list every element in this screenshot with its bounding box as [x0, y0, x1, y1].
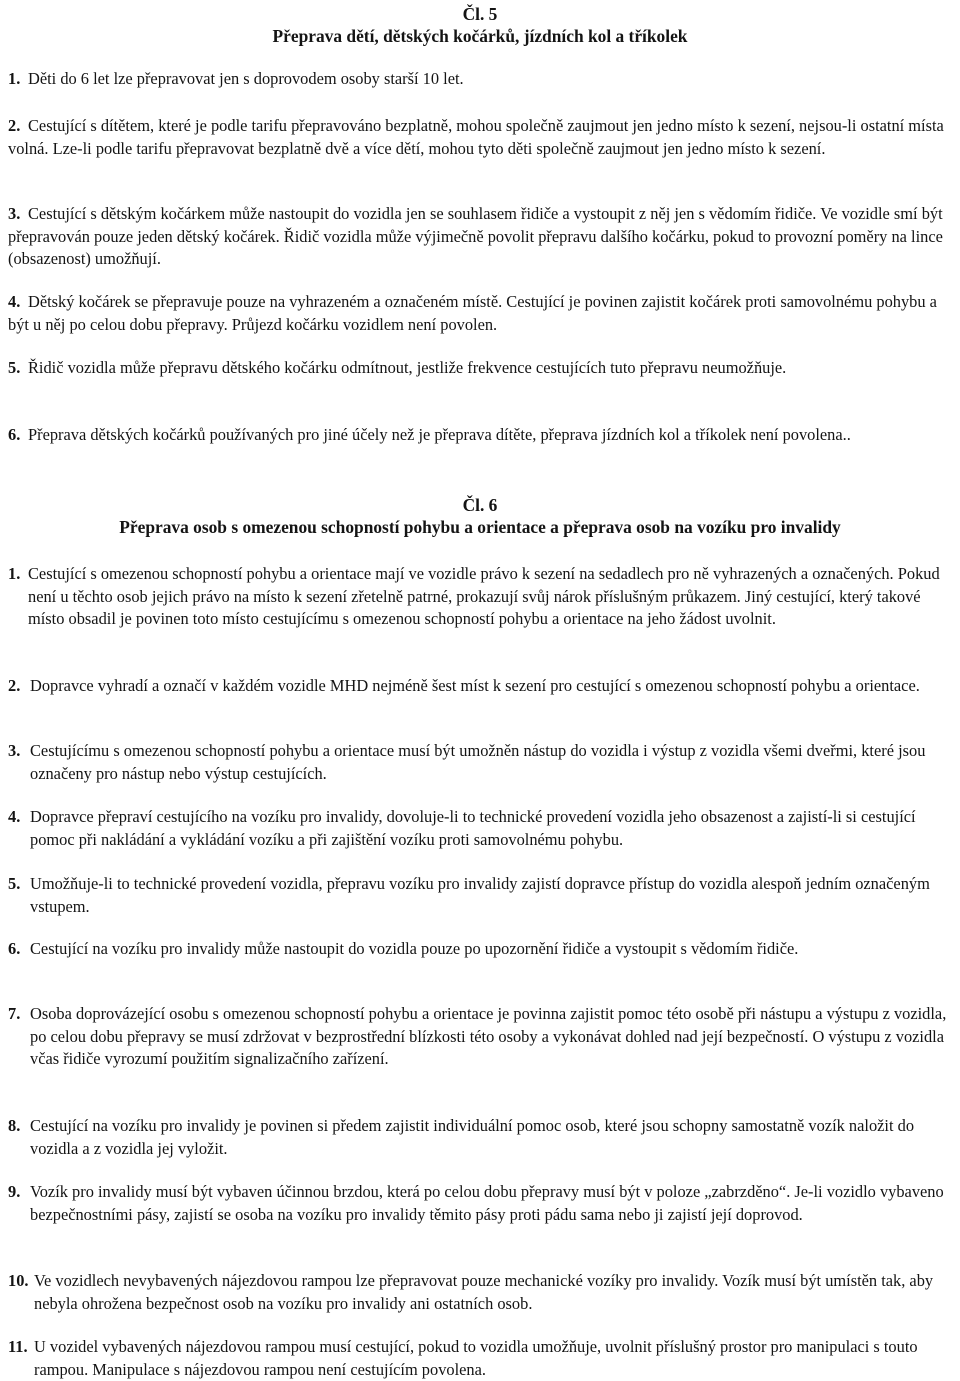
article-6-item-2 [8, 675, 956, 698]
article-6-item-1 [8, 563, 956, 631]
item-text: Cestující s omezenou schopností pohybu a orientace mají ve vozidle právo k sezení na sedadlech pro ně vyhrazených a označených. Pokud není u těchto osob jejich právo na místo k sezení zřetelně patrné, prokazují svůj nárok příslušným průkazem. Jiný cestující, který takové místo obsadil je povinen toto místo cestujícímu s omezenou schopností pohybu a orientace na jeho žádost uvolnit. [28, 564, 940, 628]
article-5-item-5 [8, 357, 956, 380]
article-5-item-1 [8, 68, 956, 91]
article-5-item-6 [8, 424, 956, 447]
item-number: 11. [8, 1337, 28, 1356]
item-number: 3. [8, 204, 21, 223]
article-5-number: Čl. 5 [462, 4, 498, 24]
item-text: Umožňuje-li to technické provedení vozidla, přepravu vozíku pro invalidy zajistí dopravce přístup do vozidla alespoň jedním označeným vstupem. [30, 874, 930, 916]
article-6-title: Přeprava osob s omezenou schopností pohybu a orientace a přeprava osob na vozíku pro invalidy [119, 517, 841, 537]
article-6-item-10 [8, 1270, 956, 1315]
item-number: 9. [8, 1182, 21, 1201]
article-6-item-5 [8, 873, 956, 918]
item-number: 6. [8, 939, 21, 958]
article-6-item-3 [8, 740, 956, 785]
item-text: U vozidel vybavených nájezdovou rampou musí cestující, pokud to vozidla umožňuje, uvolnit příslušný prostor pro manipulaci s touto rampou. Manipulace s nájezdovou rampou není cestujícím povolena. [34, 1337, 918, 1379]
item-number: 5. [8, 358, 21, 377]
item-number: 4. [8, 807, 21, 826]
item-text: Děti do 6 let lze přepravovat jen s doprovodem osoby starší 10 let. [28, 69, 464, 88]
article-6-item-8 [8, 1115, 956, 1160]
article-5-item-3 [8, 203, 956, 271]
article-5-item-2 [8, 115, 956, 160]
item-number: 2. [8, 116, 21, 135]
item-text: Řidič vozidla může přepravu dětského kočárku odmítnout, jestliže frekvence cestujících tuto přepravu neumožňuje. [28, 358, 787, 377]
article-5-title: Přeprava dětí, dětských kočárků, jízdních kol a tříkolek [272, 26, 688, 46]
item-number: 10. [8, 1271, 29, 1290]
item-text: Osoba doprovázející osobu s omezenou schopností pohybu a orientace je povinna zajistit pomoc této osobě při nástupu a výstupu z vozidla, po celou dobu přepravy se musí zdržovat v bezprostřední blízkosti této osoby a vykonávat dohled nad její bezpečností. O výstupu z vozidla včas řidiče vyrozumí použitím signalizačního zařízení. [30, 1004, 947, 1068]
item-text: Cestující s dětským kočárkem může nastoupit do vozidla jen se souhlasem řidiče a vystoupit z něj jen s vědomím řidiče. Ve vozidle smí být přepravován pouze jeden dětský kočárek. Řidič vozidla může výjimečně povolit přepravu dalšího kočárku, pokud to provozní poměry na lince (obsazenost) umožňují. [8, 204, 943, 268]
item-text: Cestující na vozíku pro invalidy je povinen si předem zajistit individuální pomoc osob, které jsou schopny samostatně vozík naložit do vozidla a z vozidla jej vyložit. [30, 1116, 915, 1158]
item-text: Dopravce přepraví cestujícího na vozíku pro invalidy, dovoluje-li to technické provedení vozidla jeho obsazenost a zajistí-li si cestující pomoc při nakládání a vykládání vozíku a při zajištění vozíku proti samovolnému pohybu. [30, 807, 916, 849]
item-number: 1. [8, 564, 21, 583]
article-6-number: Čl. 6 [462, 495, 498, 515]
article-6-item-9 [8, 1181, 956, 1226]
item-number: 2. [8, 676, 21, 695]
item-text: Vozík pro invalidy musí být vybaven účinnou brzdou, která po celou dobu přepravy musí být v poloze „zabrzděno“. Je-li vozidlo vybaveno bezpečnostními pásy, zajistí se osoba na vozíku pro invalidy těmito pásy proti pádu sama nebo ji zajistí její doprovod. [30, 1182, 944, 1224]
item-number: 1. [8, 69, 21, 88]
item-number: 4. [8, 292, 21, 311]
item-number: 3. [8, 741, 21, 760]
article-6-item-4 [8, 806, 956, 851]
item-text: Přeprava dětských kočárků používaných pro jiné účely než je přeprava dítěte, přeprava jízdních kol a tříkolek není povolena.. [28, 425, 851, 444]
item-text: Cestující s dítětem, které je podle tarifu přepravováno bezplatně, mohou společně zaujmout jen jedno místo k sezení, nejsou-li ostatní místa volná. Lze-li podle tarifu přepravovat bezplatně dvě a více dětí, mohou tyto děti společně zaujmout jen jedno místo k sezení. [8, 116, 944, 158]
item-number: 8. [8, 1116, 21, 1135]
item-number: 6. [8, 425, 21, 444]
item-text: Cestující na vozíku pro invalidy může nastoupit do vozidla pouze po upozornění řidiče a vystoupit s vědomím řidiče. [30, 939, 799, 958]
article-6-item-6 [8, 938, 956, 961]
article-6-item-7 [8, 1003, 956, 1071]
item-text: Dětský kočárek se přepravuje pouze na vyhrazeném a označeném místě. Cestující je povinen zajistit kočárek proti samovolnému pohybu a být u něj po celou dobu přepravy. Průjezd kočárku vozidlem není povolen. [8, 292, 937, 334]
item-text: Dopravce vyhradí a označí v každém vozidle MHD nejméně šest míst k sezení pro cestující s omezenou schopností pohybu a orientace. [30, 676, 920, 695]
article-6-item-11 [8, 1336, 956, 1381]
item-number: 7. [8, 1004, 21, 1023]
item-number: 5. [8, 874, 21, 893]
item-text: Cestujícímu s omezenou schopností pohybu a orientace musí být umožněn nástup do vozidla i výstup z vozidla všemi dveřmi, které jsou označeny pro nástup nebo výstup cestujících. [30, 741, 926, 783]
article-5-item-4 [8, 291, 956, 336]
item-text: Ve vozidlech nevybavených nájezdovou rampou lze přepravovat pouze mechanické vozíky pro invalidy. Vozík musí být umístěn tak, aby nebyla ohrožena bezpečnost osob na vozíku pro invalidy ani ostatních osob. [34, 1271, 934, 1313]
